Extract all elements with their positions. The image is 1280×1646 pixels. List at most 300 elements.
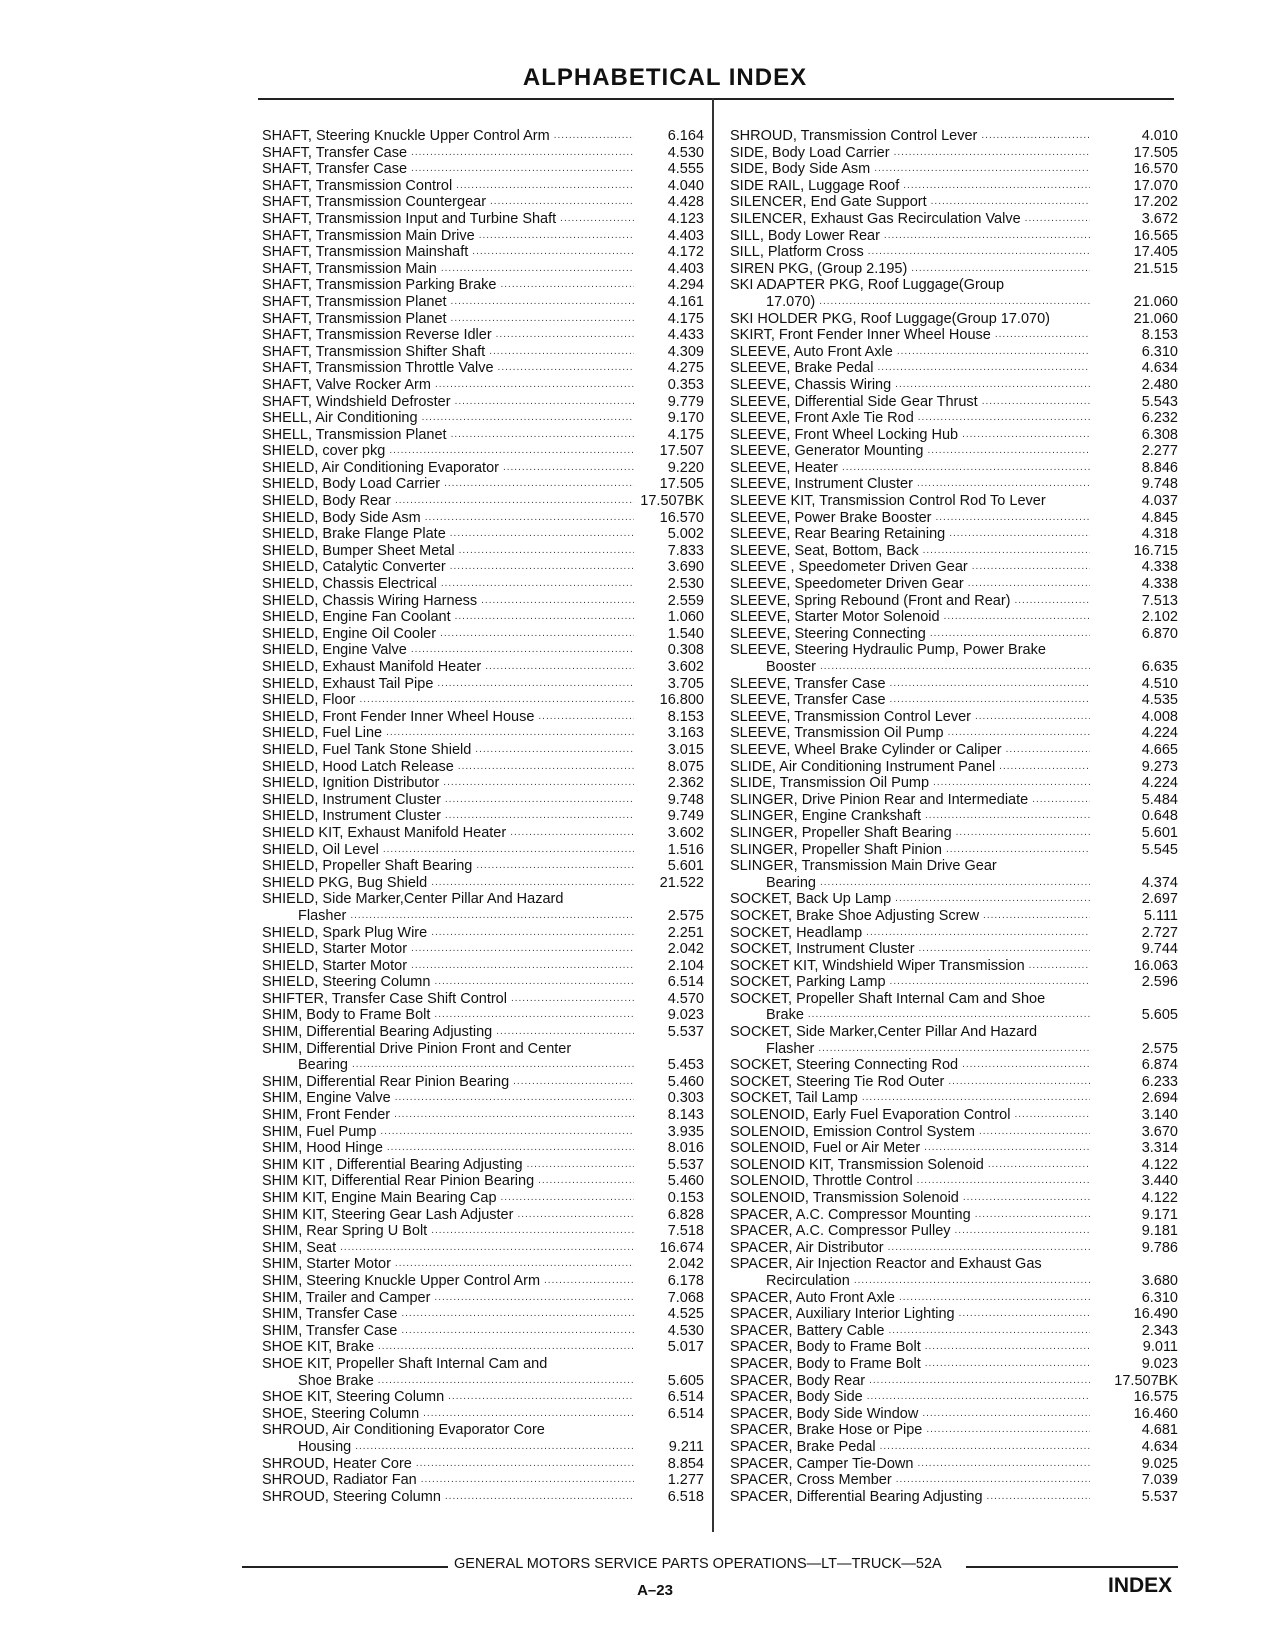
index-entry [262, 759, 702, 776]
leader-dots [903, 178, 1090, 195]
entry-label: SLEEVE, Differential Side Gear Thrust [730, 393, 978, 410]
entry-label: SPACER, Body Side [730, 1389, 863, 1406]
leader-dots [1029, 958, 1090, 975]
entry-label: SOCKET, Parking Lamp [730, 974, 886, 991]
entry-label: SHAFT, Transfer Case [262, 161, 408, 178]
entry-label: SHAFT, Transmission Control [262, 177, 453, 194]
entry-label: SPACER, Body Side Window [730, 1405, 919, 1422]
entry-label: SLEEVE , Speedometer Driven Gear [730, 559, 968, 576]
entry-page-ref: 4.037 [1141, 493, 1178, 510]
leader-dots [925, 1356, 1090, 1373]
entry-label: SHAFT, Transmission Throttle Valve [262, 360, 494, 377]
entry-label: SHAFT, Transmission Input and Turbine Shaft [262, 210, 557, 227]
index-entry [730, 427, 1178, 444]
index-entry [730, 128, 1178, 145]
entry-page-ref: 4.403 [667, 260, 704, 277]
entry-label: SLEEVE, Speedometer Driven Gear [730, 576, 964, 593]
leader-dots [440, 626, 634, 643]
leader-dots [538, 709, 634, 726]
entry-page-ref: 5.545 [1141, 841, 1178, 858]
index-entry [262, 460, 702, 477]
entry-page-ref: 3.440 [1141, 1173, 1178, 1190]
header-rule [258, 98, 1174, 100]
entry-label: SLIDE, Air Conditioning Instrument Panel [730, 758, 996, 775]
entry-page-ref: 0.648 [1141, 808, 1178, 825]
entry-label: SLEEVE, Brake Pedal [730, 360, 874, 377]
leader-dots [479, 228, 634, 245]
entry-page-ref: 3.935 [667, 1123, 704, 1140]
leader-dots [923, 543, 1090, 560]
entry-page-ref: 17.505 [659, 476, 704, 493]
leader-dots [450, 559, 634, 576]
index-entry [730, 891, 1178, 908]
entry-page-ref: 9.025 [1141, 1455, 1178, 1472]
entry-page-ref: 16.490 [1133, 1306, 1178, 1323]
index-entry [262, 1173, 702, 1190]
entry-page-ref: 1.540 [667, 625, 704, 642]
leader-dots [527, 1157, 634, 1174]
index-entry [730, 178, 1178, 195]
leader-dots [924, 1140, 1090, 1157]
entry-label: SLEEVE, Generator Mounting [730, 443, 924, 460]
leader-dots [842, 460, 1090, 477]
index-entry [730, 377, 1178, 394]
entry-page-ref: 4.172 [667, 244, 704, 261]
entry-page-ref: 4.681 [1141, 1422, 1178, 1439]
index-entry [262, 1057, 702, 1074]
entry-page-ref: 7.068 [667, 1289, 704, 1306]
entry-label: SPACER, Brake Hose or Pipe [730, 1422, 923, 1439]
index-entry [730, 609, 1178, 626]
index-entry [262, 1256, 702, 1273]
index-entry [730, 1007, 1178, 1024]
entry-page-ref: 3.705 [667, 675, 704, 692]
index-entry [262, 161, 702, 178]
leader-dots [496, 327, 634, 344]
entry-label: SOLENOID, Early Fuel Evaporation Control [730, 1107, 1011, 1124]
entry-label: SPACER, Brake Pedal [730, 1438, 876, 1455]
index-entry [262, 360, 702, 377]
entry-label: SHIM, Steering Knuckle Upper Control Arm [262, 1272, 541, 1289]
index-entry [730, 244, 1178, 261]
index-entry [730, 1273, 1178, 1290]
entry-page-ref: 17.405 [1133, 244, 1178, 261]
index-entry [730, 1389, 1178, 1406]
entry-label: SHAFT, Transmission Parking Brake [262, 277, 497, 294]
index-entry [730, 842, 1178, 859]
entry-label: SLEEVE, Front Wheel Locking Hub [730, 426, 959, 443]
entry-page-ref: 2.559 [667, 592, 704, 609]
leader-dots [930, 626, 1090, 643]
entry-page-ref: 16.570 [1133, 161, 1178, 178]
leader-dots [411, 642, 634, 659]
entry-page-ref: 5.605 [667, 1372, 704, 1389]
entry-label: SOLENOID KIT, Transmission Solenoid [730, 1156, 984, 1173]
index-entry [262, 1207, 702, 1224]
leader-dots [544, 1273, 634, 1290]
leader-dots [560, 211, 634, 228]
leader-dots [434, 1007, 634, 1024]
leader-dots [501, 277, 635, 294]
entry-page-ref: 8.854 [667, 1455, 704, 1472]
entry-page-ref: 2.042 [667, 1256, 704, 1273]
leader-dots [897, 344, 1090, 361]
entry-page-ref: 9.779 [667, 393, 704, 410]
entry-label: SHAFT, Transmission Planet [262, 310, 447, 327]
leader-dots [975, 709, 1090, 726]
index-entry [262, 1041, 702, 1058]
entry-page-ref: 16.063 [1133, 957, 1178, 974]
index-entry [730, 510, 1178, 527]
index-entry [262, 808, 702, 825]
leader-dots [927, 443, 1090, 460]
entry-page-ref: 4.010 [1141, 128, 1178, 144]
entry-page-ref: 7.518 [667, 1223, 704, 1240]
leader-dots [350, 908, 634, 925]
entry-page-ref: 5.111 [1143, 907, 1178, 924]
leader-dots [869, 1373, 1090, 1390]
entry-page-ref: 5.537 [667, 1156, 704, 1173]
entry-label: SHIELD, Instrument Cluster [262, 808, 441, 825]
leader-dots [476, 858, 634, 875]
leader-dots [450, 526, 634, 543]
leader-dots [890, 974, 1090, 991]
entry-label: SHAFT, Transmission Main Drive [262, 227, 475, 244]
index-entry [730, 1090, 1178, 1107]
entry-label: SPACER, Camper Tie-Down [730, 1455, 914, 1472]
leader-dots [395, 1256, 634, 1273]
leader-dots [918, 410, 1090, 427]
entry-label: SHIELD, Body Load Carrier [262, 476, 441, 493]
leader-dots [955, 1223, 1090, 1240]
entry-page-ref: 4.374 [1141, 874, 1178, 891]
leader-dots [434, 974, 634, 991]
index-entry [730, 576, 1178, 593]
leader-dots [455, 394, 634, 411]
entry-page-ref: 4.634 [1141, 360, 1178, 377]
entry-label: SOCKET, Brake Shoe Adjusting Screw [730, 907, 980, 924]
leader-dots [895, 377, 1090, 394]
leader-dots [554, 128, 634, 145]
entry-label: Flasher [298, 907, 347, 924]
index-entry [730, 659, 1178, 676]
index-entry [730, 958, 1178, 975]
entry-label: SPACER, A.C. Compressor Mounting [730, 1206, 971, 1223]
entry-page-ref: 9.748 [667, 791, 704, 808]
entry-page-ref: 0.308 [667, 642, 704, 659]
entry-label: SHOE KIT, Brake [262, 1339, 375, 1356]
leader-dots [503, 460, 634, 477]
entry-label: SHOE KIT, Propeller Shaft Internal Cam and [262, 1355, 548, 1372]
entry-page-ref: 3.680 [1141, 1272, 1178, 1289]
index-entry [730, 1240, 1178, 1257]
index-entry [262, 559, 702, 576]
entry-page-ref: 5.002 [667, 526, 704, 543]
leader-dots [890, 676, 1090, 693]
leader-dots [387, 1140, 634, 1157]
index-entry [262, 775, 702, 792]
entry-page-ref: 6.635 [1141, 659, 1178, 675]
index-entry [730, 543, 1178, 560]
entry-label: SHIELD, Oil Level [262, 841, 379, 858]
index-entry [262, 410, 702, 427]
leader-dots [352, 1057, 634, 1074]
entry-page-ref: 2.042 [667, 941, 704, 958]
index-entry [262, 311, 702, 328]
entry-label: SHROUD, Steering Column [262, 1488, 441, 1505]
leader-dots [926, 1422, 1090, 1439]
index-entry [730, 1290, 1178, 1307]
entry-label: SPACER, Cross Member [730, 1472, 892, 1489]
leader-dots [1006, 742, 1090, 759]
index-entry [262, 244, 702, 261]
index-entry [262, 1223, 702, 1240]
entry-page-ref: 9.211 [668, 1438, 704, 1455]
entry-label: SLEEVE KIT, Transmission Control Rod To Lever [730, 493, 1046, 510]
index-entry [262, 1389, 702, 1406]
index-entry [730, 792, 1178, 809]
leader-dots [437, 676, 634, 693]
index-entry [730, 725, 1178, 742]
entry-label: SHIM, Transfer Case [262, 1322, 398, 1339]
leader-dots [441, 576, 634, 593]
leader-dots [378, 1339, 634, 1356]
index-entry [262, 1472, 702, 1489]
index-entry [730, 1356, 1178, 1373]
section-label: INDEX [1108, 1574, 1173, 1597]
entry-page-ref: 6.310 [1141, 1289, 1178, 1306]
entry-page-ref: 2.697 [1141, 891, 1178, 908]
index-entry [262, 128, 702, 145]
index-entry [730, 410, 1178, 427]
leader-dots [944, 609, 1090, 626]
leader-dots [511, 991, 634, 1008]
entry-page-ref: 8.016 [667, 1140, 704, 1157]
entry-page-ref: 7.513 [1141, 592, 1178, 609]
entry-page-ref: 9.023 [1141, 1355, 1178, 1372]
entry-page-ref: 4.122 [1141, 1190, 1178, 1206]
index-entry [262, 294, 702, 311]
leader-dots [981, 128, 1090, 145]
index-entry [730, 991, 1178, 1008]
entry-label: SHIELD, Engine Fan Coolant [262, 609, 451, 626]
entry-label: SILL, Body Lower Rear [730, 227, 880, 244]
entry-label: SHIM, Starter Motor [262, 1256, 391, 1273]
entry-label: SILENCER, End Gate Support [730, 194, 927, 211]
index-entry [262, 1406, 702, 1423]
entry-page-ref: 4.008 [1141, 708, 1178, 725]
entry-page-ref: 16.570 [659, 509, 704, 526]
entry-label: SPACER, Air Injection Reactor and Exhaust Gas [730, 1256, 1042, 1273]
leader-dots [422, 410, 634, 427]
leader-dots [431, 875, 634, 892]
leader-dots [931, 194, 1090, 211]
entry-label: SPACER, Air Distributor [730, 1239, 884, 1256]
entry-page-ref: 9.011 [1142, 1339, 1178, 1356]
index-entry [730, 825, 1178, 842]
entry-page-ref: 4.665 [1141, 741, 1178, 758]
entry-page-ref: 2.575 [1141, 1040, 1178, 1057]
entry-page-ref: 0.353 [667, 376, 704, 393]
leader-dots [948, 1074, 1090, 1091]
index-entry [262, 1140, 702, 1157]
leader-dots [401, 1323, 634, 1340]
entry-label: SLEEVE, Heater [730, 459, 838, 476]
index-entry [262, 1323, 702, 1340]
index-entry [262, 327, 702, 344]
entry-page-ref: 16.460 [1133, 1405, 1178, 1422]
entry-page-ref: 4.275 [667, 360, 704, 377]
entry-label: SHIELD, Engine Oil Cooler [262, 625, 437, 642]
index-entry [730, 476, 1178, 493]
leader-dots [946, 842, 1090, 859]
leader-dots [877, 360, 1090, 377]
index-entry [730, 642, 1178, 659]
index-entry [730, 875, 1178, 892]
entry-label: SHROUD, Transmission Control Lever [730, 128, 978, 144]
leader-dots [972, 559, 1090, 576]
entry-label: SHAFT, Steering Knuckle Upper Control Arm [262, 128, 550, 144]
entry-label: Recirculation [766, 1272, 850, 1289]
leader-dots [936, 510, 1091, 527]
entry-page-ref: 21.060 [1133, 293, 1178, 310]
entry-label: SPACER, Body Rear [730, 1372, 866, 1389]
entry-page-ref: 2.530 [667, 576, 704, 593]
index-entry [730, 559, 1178, 576]
index-entry [262, 1290, 702, 1307]
entry-label: SHIELD, Body Rear [262, 493, 391, 510]
entry-label: SPACER, Battery Cable [730, 1322, 885, 1339]
leader-dots [411, 941, 634, 958]
entry-label: SHIELD, Ignition Distributor [262, 775, 440, 792]
entry-label: SHIM, Hood Hinge [262, 1140, 383, 1157]
entry-page-ref: 3.163 [667, 725, 704, 742]
entry-page-ref: 2.277 [1141, 443, 1178, 460]
index-entry [730, 1107, 1178, 1124]
entry-label: SHIELD, Propeller Shaft Bearing [262, 858, 473, 875]
index-entry [730, 344, 1178, 361]
footer-rule-left [242, 1566, 448, 1568]
entry-page-ref: 6.178 [667, 1272, 704, 1289]
index-entry [730, 1057, 1178, 1074]
entry-page-ref: 2.596 [1141, 974, 1178, 991]
entry-page-ref: 2.694 [1141, 1090, 1178, 1107]
index-entry [730, 145, 1178, 162]
entry-page-ref: 16.575 [1133, 1389, 1178, 1406]
entry-label: SHOE KIT, Steering Column [262, 1389, 445, 1406]
entry-page-ref: 5.601 [1141, 824, 1178, 841]
index-entry [262, 145, 702, 162]
leader-dots [866, 925, 1090, 942]
leader-dots [445, 792, 634, 809]
index-entry [730, 808, 1178, 825]
index-entry [730, 1256, 1178, 1273]
entry-label: SLEEVE, Auto Front Axle [730, 343, 893, 360]
index-entry [730, 775, 1178, 792]
entry-page-ref: 4.428 [667, 194, 704, 211]
entry-label: SIDE, Body Load Carrier [730, 144, 890, 161]
entry-label: SHIELD, Side Marker,Center Pillar And Hazard [262, 891, 564, 908]
entry-label: SHROUD, Air Conditioning Evaporator Core [262, 1422, 545, 1439]
leader-dots [968, 576, 1090, 593]
entry-label: SLIDE, Transmission Oil Pump [730, 775, 930, 792]
entry-page-ref: 17.505 [1133, 144, 1178, 161]
leader-dots [880, 1439, 1090, 1456]
entry-page-ref: 1.060 [667, 609, 704, 626]
entry-label: SHIELD, Starter Motor [262, 941, 408, 958]
index-entry [262, 1157, 702, 1174]
index-entry [730, 1124, 1178, 1141]
entry-label: SHIM, Differential Bearing Adjusting [262, 1024, 493, 1041]
entry-label: SOCKET, Tail Lamp [730, 1090, 858, 1107]
leader-dots [489, 344, 634, 361]
entry-label: SHIM, Trailer and Camper [262, 1289, 431, 1306]
entry-label: SLINGER, Engine Crankshaft [730, 808, 922, 825]
entry-label: SHIM, Transfer Case [262, 1306, 398, 1323]
index-entry [262, 1273, 702, 1290]
leader-dots [987, 1489, 1090, 1506]
leader-dots [340, 1240, 634, 1257]
entry-label: SHIELD, Front Fender Inner Wheel House [262, 708, 535, 725]
index-entry [730, 908, 1178, 925]
entry-label: SLEEVE, Transfer Case [730, 692, 886, 709]
entry-label: SLEEVE, Wheel Brake Cylinder or Caliper [730, 741, 1002, 758]
entry-label: SHIM KIT, Engine Main Bearing Cap [262, 1190, 497, 1206]
index-entry [730, 1024, 1178, 1041]
leader-dots [378, 1373, 634, 1390]
leader-dots [808, 1007, 1090, 1024]
index-entry [262, 211, 702, 228]
leader-dots [925, 1339, 1090, 1356]
entry-label: SHAFT, Transmission Reverse Idler [262, 327, 492, 344]
entry-page-ref: 16.674 [659, 1239, 704, 1256]
leader-dots [395, 493, 634, 510]
leader-dots [411, 145, 634, 162]
leader-dots [389, 443, 634, 460]
page-title: ALPHABETICAL INDEX [522, 64, 808, 91]
leader-dots [1014, 593, 1090, 610]
leader-dots [933, 775, 1090, 792]
index-entry [730, 1157, 1178, 1174]
index-entry [262, 344, 702, 361]
leader-dots [962, 427, 1090, 444]
index-entry [730, 311, 1178, 328]
entry-label: SOCKET, Propeller Shaft Internal Cam and Shoe [730, 990, 1046, 1007]
entry-page-ref: 8.143 [667, 1107, 704, 1124]
index-entry [262, 443, 702, 460]
index-entry [730, 1422, 1178, 1439]
entry-page-ref: 16.800 [659, 692, 704, 709]
entry-label: 17.070) [766, 293, 816, 310]
index-entry [262, 974, 702, 991]
entry-page-ref: 16.565 [1133, 227, 1178, 244]
entry-label: SIDE RAIL, Luggage Roof [730, 177, 900, 194]
entry-label: SLEEVE, Chassis Wiring [730, 376, 892, 393]
entry-label: SHIM, Fuel Pump [262, 1123, 377, 1140]
entry-page-ref: 17.070 [1133, 177, 1178, 194]
entry-page-ref: 4.040 [667, 177, 704, 194]
index-entry [730, 1439, 1178, 1456]
entry-label: Bearing [766, 874, 816, 891]
index-entry [262, 842, 702, 859]
leader-dots [498, 360, 634, 377]
entry-page-ref: 3.140 [1141, 1107, 1178, 1124]
entry-page-ref: 6.828 [667, 1206, 704, 1223]
leader-dots [394, 1107, 634, 1124]
index-entry [730, 1472, 1178, 1489]
entry-label: SOCKET, Back Up Lamp [730, 891, 892, 908]
entry-page-ref: 4.555 [667, 161, 704, 178]
